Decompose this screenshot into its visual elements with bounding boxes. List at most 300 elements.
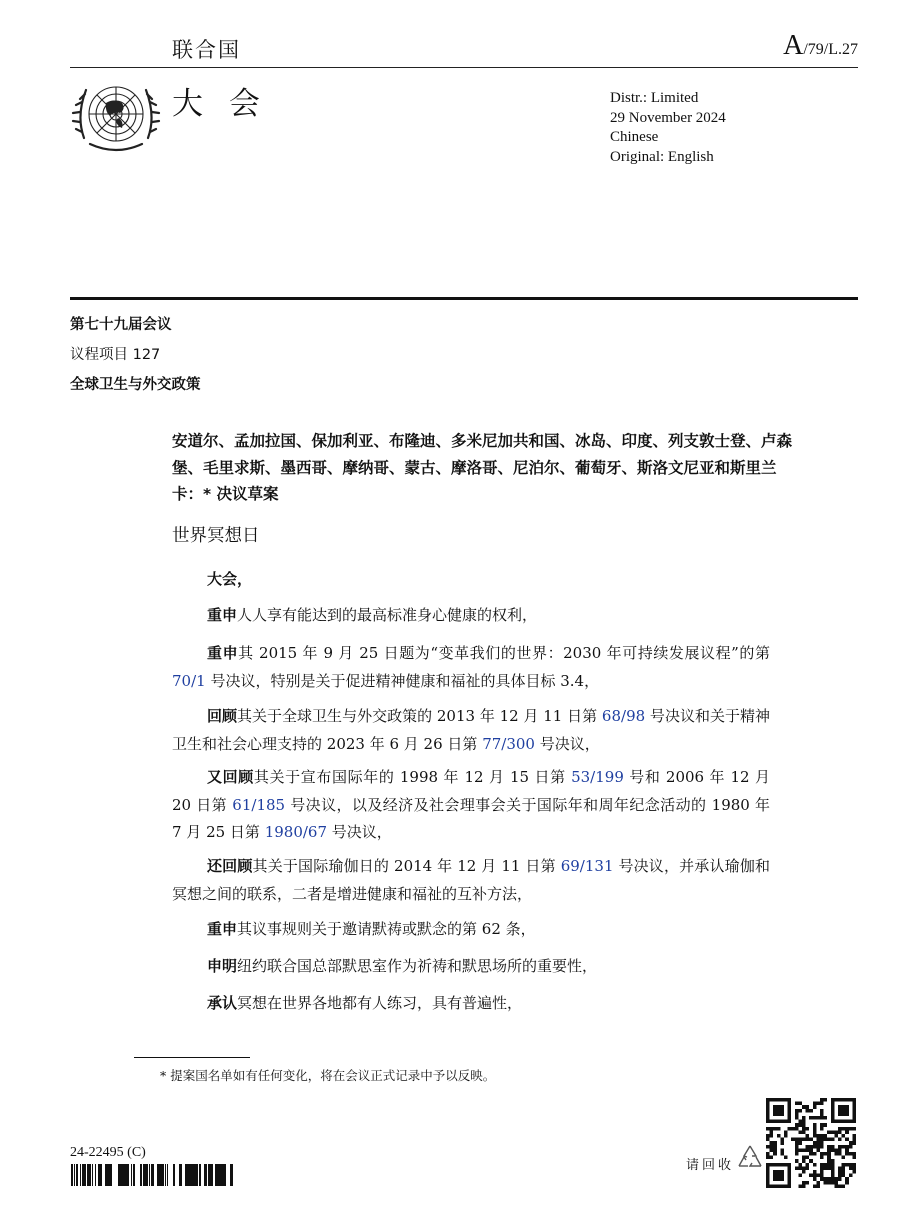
qr-module [820, 1166, 824, 1170]
qr-module [809, 1145, 813, 1149]
qr-module [816, 1116, 820, 1120]
qr-module [852, 1127, 856, 1131]
qr-module [795, 1123, 799, 1127]
qr-module [766, 1138, 770, 1142]
qr-module [795, 1159, 799, 1163]
qr-module [820, 1127, 824, 1131]
qr-module [806, 1105, 810, 1109]
qr-module [802, 1170, 806, 1174]
qr-module [831, 1130, 835, 1134]
qr-module [820, 1112, 824, 1116]
qr-module [813, 1102, 817, 1106]
qr-module [827, 1130, 831, 1134]
qr-module [813, 1177, 817, 1181]
qr-module [838, 1127, 842, 1131]
org-name: 联合国 [172, 38, 241, 62]
qr-module [795, 1102, 799, 1106]
resolution-link[interactable]: 77/300 [482, 734, 535, 753]
qr-module [838, 1152, 842, 1156]
qr-module [820, 1134, 824, 1138]
preamble-paragraph [172, 990, 770, 1018]
qr-module [798, 1102, 802, 1106]
barcode-bar [98, 1164, 100, 1186]
qr-module [813, 1145, 817, 1149]
assembly-title: 大 会 [172, 86, 268, 122]
barcode-bar [145, 1164, 146, 1186]
paragraph-keyword: 回顾 [207, 707, 238, 725]
qr-module [842, 1174, 846, 1178]
barcode-bar [146, 1164, 147, 1186]
qr-module [788, 1127, 792, 1131]
barcode-bar [141, 1164, 142, 1186]
qr-module [845, 1181, 849, 1185]
resolution-link[interactable]: 69/131 [560, 857, 614, 875]
qr-module [784, 1134, 788, 1138]
language-line: Chinese [610, 129, 659, 145]
qr-module [798, 1123, 802, 1127]
preamble-paragraph [172, 853, 770, 908]
qr-module [798, 1109, 802, 1113]
barcode-bar [205, 1164, 207, 1186]
qr-module [820, 1141, 824, 1145]
barcode-bar [204, 1164, 205, 1186]
qr-module [838, 1145, 842, 1149]
qr-module [802, 1116, 806, 1120]
qr-module [816, 1181, 820, 1185]
qr-module [813, 1134, 817, 1138]
qr-module [802, 1120, 806, 1124]
qr-module [834, 1181, 838, 1185]
qr-module [773, 1145, 777, 1149]
qr-module [798, 1130, 802, 1134]
qr-module [816, 1141, 820, 1145]
header-rule [70, 67, 858, 68]
qr-module [834, 1152, 838, 1156]
qr-module [820, 1109, 824, 1113]
paragraph-keyword: 还回顾 [207, 857, 253, 875]
qr-module [845, 1163, 849, 1167]
barcode-bar [88, 1164, 90, 1186]
qr-module [806, 1156, 810, 1160]
qr-module [791, 1138, 795, 1142]
qr-module [784, 1130, 788, 1134]
qr-module [852, 1152, 856, 1156]
qr-module [809, 1174, 813, 1178]
qr-module [820, 1098, 824, 1102]
barcode-bar [167, 1164, 168, 1186]
qr-module [773, 1127, 777, 1131]
qr-module [845, 1130, 849, 1134]
date-line: 29 November 2024 [610, 109, 726, 126]
paragraph-text: 纽约联合国总部默思室作为祈祷和默思场所的重要性， [237, 957, 598, 975]
paragraph-text: 其关于国际瑜伽日的 2014 年 12 月 11 日第 [252, 857, 561, 875]
original-language-line: Original: English [610, 148, 714, 165]
qr-module [773, 1148, 777, 1152]
barcode-bar [195, 1164, 197, 1186]
qr-module [770, 1127, 774, 1131]
barcode-bar [121, 1164, 122, 1186]
qr-module [813, 1116, 817, 1120]
barcode-bar [200, 1164, 201, 1186]
qr-module [802, 1148, 806, 1152]
qr-module [820, 1116, 824, 1120]
qr-module [816, 1148, 820, 1152]
preamble-paragraph [172, 640, 770, 695]
qr-module [820, 1138, 824, 1142]
barcode-bar [82, 1164, 84, 1186]
qr-module [795, 1166, 799, 1170]
qr-module [802, 1166, 806, 1170]
qr-module [809, 1148, 813, 1152]
qr-module [798, 1166, 802, 1170]
barcode-bar [128, 1164, 129, 1186]
qr-module [813, 1174, 817, 1178]
barcode-bar [163, 1164, 164, 1186]
resolution-link[interactable]: 1980/67 [264, 823, 328, 841]
qr-module [824, 1152, 828, 1156]
qr-module [770, 1141, 774, 1145]
qr-module [838, 1105, 849, 1116]
qr-module [806, 1127, 810, 1131]
barcode-bar [210, 1164, 211, 1186]
qr-module [820, 1145, 824, 1149]
qr-module [831, 1174, 835, 1178]
qr-module [806, 1145, 810, 1149]
barcode-bar [122, 1164, 123, 1186]
qr-module [827, 1138, 831, 1142]
qr-code [766, 1098, 856, 1188]
qr-module [773, 1170, 784, 1181]
qr-module [845, 1127, 849, 1131]
qr-module [824, 1134, 828, 1138]
paragraph-text: 人人享有能达到的最高标准身心健康的权利， [237, 606, 538, 624]
qr-module [802, 1159, 806, 1163]
barcode-bar [222, 1164, 223, 1186]
qr-module [766, 1134, 770, 1138]
qr-module [816, 1134, 820, 1138]
qr-module [820, 1152, 824, 1156]
qr-module [806, 1163, 810, 1167]
qr-module [777, 1127, 781, 1131]
qr-module [831, 1163, 835, 1167]
qr-module [849, 1152, 853, 1156]
qr-module [842, 1163, 846, 1167]
recycle-icon [734, 1142, 766, 1174]
barcode-bar [209, 1164, 210, 1186]
qr-module [852, 1138, 856, 1142]
resolution-link[interactable]: 70/1 [172, 671, 206, 690]
qr-module [806, 1181, 810, 1185]
document-symbol-number: /79/L.27 [803, 41, 858, 58]
qr-module [824, 1177, 828, 1181]
qr-module [827, 1159, 831, 1163]
qr-module [831, 1166, 835, 1170]
qr-module [831, 1159, 835, 1163]
resolution-link[interactable]: 53/199 [571, 768, 624, 786]
qr-module [831, 1148, 835, 1152]
qr-module [770, 1145, 774, 1149]
qr-module [834, 1134, 838, 1138]
qr-module [784, 1156, 788, 1160]
barcode-bar [74, 1164, 75, 1186]
qr-module [809, 1159, 813, 1163]
qr-module [820, 1123, 824, 1127]
qr-module [813, 1152, 817, 1156]
qr-module [813, 1105, 817, 1109]
qr-module [798, 1163, 802, 1167]
qr-module [827, 1177, 831, 1181]
paragraph-keyword: 申明 [207, 957, 238, 975]
qr-module [809, 1109, 813, 1113]
barcode-bar [161, 1164, 163, 1186]
qr-module [852, 1170, 856, 1174]
qr-module [842, 1170, 846, 1174]
qr-module [838, 1138, 842, 1142]
qr-module [824, 1098, 828, 1102]
qr-module [809, 1152, 813, 1156]
qr-module [813, 1127, 817, 1131]
qr-module [816, 1145, 820, 1149]
qr-module [802, 1123, 806, 1127]
qr-module [849, 1166, 853, 1170]
section-rule [70, 297, 858, 300]
barcode-bar [87, 1164, 88, 1186]
qr-module [770, 1156, 774, 1160]
barcode-bar [110, 1164, 112, 1186]
barcode-bar [118, 1164, 121, 1186]
footnote-rule [134, 1057, 250, 1058]
qr-module [795, 1112, 799, 1116]
barcode-bar [106, 1164, 107, 1186]
qr-module [770, 1134, 774, 1138]
barcode-bar [76, 1164, 78, 1186]
qr-module [798, 1148, 802, 1152]
preamble-paragraph [172, 916, 770, 944]
barcode-bar [217, 1164, 218, 1186]
barcode-bar [165, 1164, 166, 1186]
preamble-paragraph [172, 953, 770, 981]
agenda-title: 全球卫生与外交政策 [70, 377, 201, 393]
qr-module [831, 1145, 835, 1149]
resolution-link[interactable]: 61/185 [232, 795, 286, 814]
qr-module [827, 1145, 831, 1149]
distribution-info [610, 89, 726, 167]
qr-module [802, 1127, 806, 1131]
qr-module [773, 1152, 777, 1156]
qr-module [773, 1141, 777, 1145]
barcode-bar [152, 1164, 153, 1186]
recycle-label: 请回收 [686, 1158, 735, 1173]
barcode-bar [143, 1164, 145, 1186]
qr-module [838, 1177, 842, 1181]
barcode-bar [131, 1164, 132, 1186]
qr-module [770, 1130, 774, 1134]
qr-module [845, 1138, 849, 1142]
qr-module [852, 1141, 856, 1145]
barcode-bar [84, 1164, 86, 1186]
resolution-title: 世界冥想日 [172, 526, 260, 546]
qr-module [834, 1177, 838, 1181]
qr-module [827, 1166, 831, 1170]
session-label: 第七十九届会议 [70, 317, 172, 333]
qr-module [798, 1174, 802, 1178]
qr-module [831, 1181, 835, 1185]
barcode-bar [140, 1164, 141, 1186]
paragraph-keyword: 又回顾 [207, 768, 254, 786]
paragraph-text: 号决议和关于精神卫生和社会心理支持的 2023 年 6 月 26 日第 [172, 707, 770, 753]
barcode-bar [71, 1164, 72, 1186]
barcode-bar [107, 1164, 109, 1186]
qr-module [773, 1105, 784, 1116]
qr-module [849, 1145, 853, 1149]
qr-module [827, 1163, 831, 1167]
qr-module [802, 1184, 806, 1188]
qr-module [820, 1163, 824, 1167]
barcode-bar [219, 1164, 222, 1186]
document-symbol-letter: A [783, 30, 804, 61]
qr-module [845, 1152, 849, 1156]
qr-module [766, 1152, 770, 1156]
qr-module [838, 1174, 842, 1178]
barcode-bar [160, 1164, 161, 1186]
qr-module [780, 1141, 784, 1145]
resolution-link[interactable]: 68/98 [601, 707, 646, 725]
sponsors-list: 安道尔、孟加拉国、保加利亚、布隆迪、多米尼加共和国、冰岛、印度、列支敦士登、卢森堡、毛里求斯、墨西哥、摩纳哥、蒙古、摩洛哥、尼泊尔、葡萄牙、斯洛文尼亚和斯里兰卡：* 决议草案 [172, 432, 793, 503]
barcode-bar [191, 1164, 192, 1186]
qr-module [816, 1102, 820, 1106]
paragraph-text: 其议事规则关于邀请默祷或默念的第 62 条， [237, 920, 536, 938]
barcode-bar [126, 1164, 128, 1186]
barcode-bar [153, 1164, 154, 1186]
barcode-bar [211, 1164, 212, 1186]
qr-module [795, 1116, 799, 1120]
barcode-bar [95, 1164, 96, 1186]
qr-module [806, 1134, 810, 1138]
qr-module [806, 1138, 810, 1142]
qr-module [842, 1166, 846, 1170]
qr-module [834, 1130, 838, 1134]
preamble-paragraph [172, 566, 770, 594]
paragraph-keyword: 承认 [207, 994, 238, 1012]
qr-module [813, 1130, 817, 1134]
barcode-bar [188, 1164, 191, 1186]
barcode-bar [215, 1164, 217, 1186]
barcode-bar [72, 1164, 73, 1186]
qr-module [809, 1138, 813, 1142]
qr-module [827, 1181, 831, 1185]
qr-module [838, 1184, 842, 1188]
barcode-bar [133, 1164, 135, 1186]
barcode-bar [80, 1164, 81, 1186]
paragraph-text: 号决议， [534, 734, 600, 753]
paragraph-text: 其关于宣布国际年的 1998 年 12 月 15 日第 [253, 768, 572, 786]
barcode-bar [208, 1164, 209, 1186]
qr-module [824, 1181, 828, 1185]
qr-module [791, 1127, 795, 1131]
qr-module [820, 1102, 824, 1106]
barcode-bar [212, 1164, 213, 1186]
barcode-bar [123, 1164, 126, 1186]
qr-module [842, 1184, 846, 1188]
paragraph-text: 其 2015 年 9 月 25 日题为“变革我们的世界：2030 年可持续发展议程”的第 [238, 644, 770, 662]
qr-module [824, 1123, 828, 1127]
qr-module [802, 1138, 806, 1142]
barcode-bar [173, 1164, 175, 1186]
qr-module [827, 1156, 831, 1160]
qr-module [838, 1166, 842, 1170]
qr-module [838, 1170, 842, 1174]
barcode-bar [199, 1164, 200, 1186]
qr-module [802, 1181, 806, 1185]
barcode-bar [179, 1164, 182, 1186]
qr-module [816, 1184, 820, 1188]
qr-module [795, 1138, 799, 1142]
qr-module [842, 1134, 846, 1138]
paragraph-text: 号决议，特别是关于促进精神健康和福祉的具体目标 3.4， [205, 671, 600, 690]
barcode-bar [185, 1164, 188, 1186]
qr-module [806, 1148, 810, 1152]
paragraph-text: 号决议，以及经济及社会理事会关于国际年和周年纪念活动的 1980 年 7 月 25 日第 [172, 795, 771, 841]
preamble-paragraph [172, 764, 770, 847]
qr-module [831, 1170, 835, 1174]
qr-module [849, 1127, 853, 1131]
qr-module [813, 1170, 817, 1174]
qr-module [766, 1145, 770, 1149]
qr-module [849, 1141, 853, 1145]
qr-module [852, 1156, 856, 1160]
un-emblem-icon [70, 76, 162, 156]
qr-module [806, 1166, 810, 1170]
qr-module [813, 1123, 817, 1127]
qr-module [795, 1145, 799, 1149]
preamble-paragraph [172, 703, 770, 758]
qr-module [820, 1170, 824, 1174]
qr-module [795, 1141, 799, 1145]
paragraph-keyword: 重申 [207, 920, 238, 938]
qr-module [777, 1134, 781, 1138]
barcode-bar [100, 1164, 101, 1186]
footnote: * 提案国名单如有任何变化，将在会议正式记录中予以反映。 [160, 1068, 496, 1083]
qr-module [834, 1184, 838, 1188]
qr-module [813, 1184, 817, 1188]
paragraph-text: 冥想在世界各地都有人练习，具有普遍性， [237, 994, 523, 1012]
qr-module [798, 1184, 802, 1188]
qr-module [780, 1152, 784, 1156]
qr-module [845, 1145, 849, 1149]
qr-module [824, 1116, 828, 1120]
qr-module [827, 1152, 831, 1156]
qr-module [780, 1138, 784, 1142]
barcode-bar [149, 1164, 150, 1186]
paragraph-text: 号和 2006 年 12 月 20 日第 [172, 768, 770, 814]
qr-module [834, 1148, 838, 1152]
qr-module [824, 1138, 828, 1142]
barcode-bar [223, 1164, 224, 1186]
qr-module [824, 1166, 828, 1170]
qr-module [820, 1177, 824, 1181]
qr-module [795, 1152, 799, 1156]
paragraph-keyword: 重申 [207, 644, 239, 662]
barcode-bar [109, 1164, 110, 1186]
qr-module [798, 1141, 802, 1145]
qr-module [795, 1109, 799, 1113]
qr-module [816, 1174, 820, 1178]
qr-module [831, 1138, 835, 1142]
qr-module [852, 1166, 856, 1170]
qr-module [766, 1127, 770, 1131]
barcode-bar [92, 1164, 93, 1186]
qr-module [816, 1138, 820, 1142]
